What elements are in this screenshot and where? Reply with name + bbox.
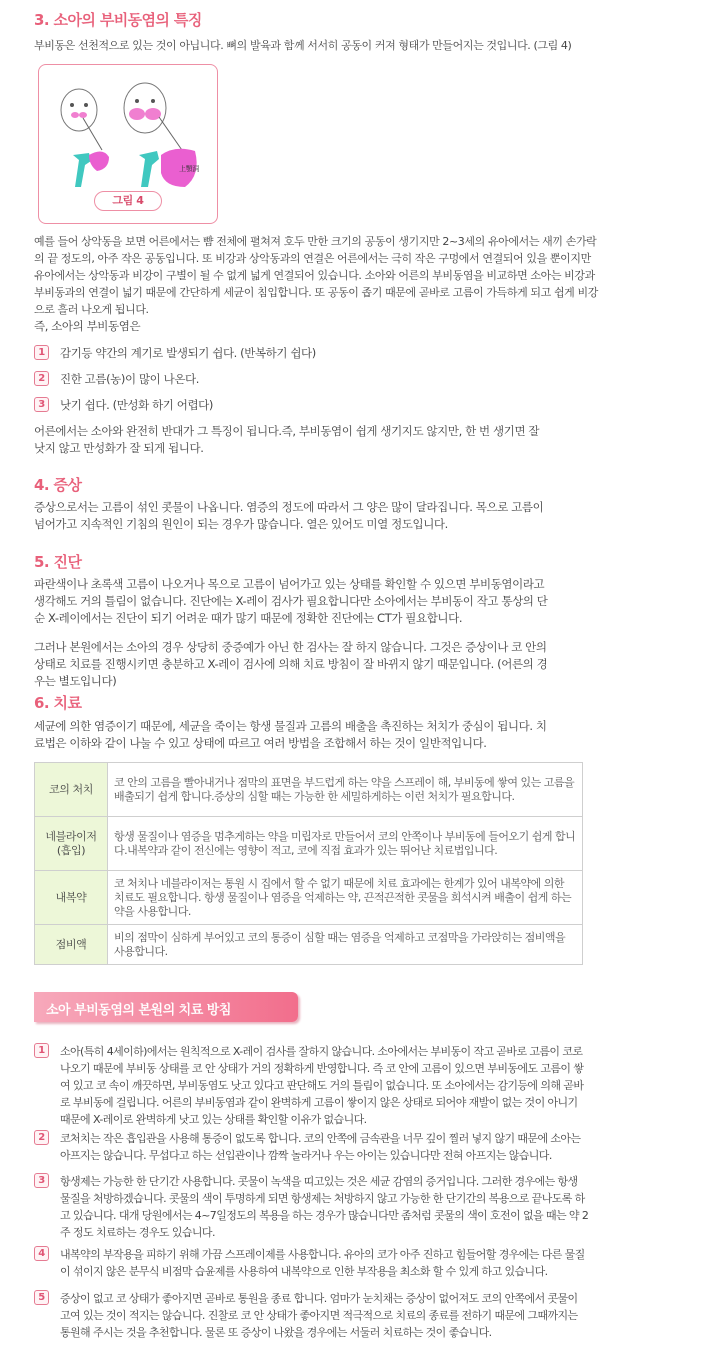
sinus-label: 上顎洞 bbox=[179, 165, 199, 173]
plan-text: 내복약의 부작용을 피하기 위해 가끔 스프레이제를 사용합니다. 유아의 코가 아주 진하고 힘들어할 경우에는 다른 물질이 섞이지 않은 분무식 비점막 습윤제를 사용하여 내복약으로 인한 부작용을 최소화 할 수 있게 하고 있습니다. bbox=[60, 1248, 585, 1278]
treatment-desc: 코 처치나 네블라이저는 통원 시 집에서 할 수 없기 때문에 치료 효과에는 한계가 있어 내복약에 의한 치료도 필요합니다. 항생 물질이나 염증을 억제하는 약, 끈적끈적한 콧물을 희석시켜 배출이 쉽게 하는 약을 사용합니다. bbox=[108, 871, 583, 925]
section4-title: 4. 증상 bbox=[34, 476, 82, 494]
figure-caption: 그림 4 bbox=[94, 191, 162, 211]
feature-text: 진한 고름(농)이 많이 나온다. bbox=[60, 372, 199, 386]
plan-item-3 bbox=[34, 1173, 589, 1239]
treatment-table bbox=[34, 762, 583, 965]
section5-para2: 그러나 본원에서는 소아의 경우 상당히 중증예가 아닌 한 검사는 잘 하지 않습니다. 그것은 증상이나 코 안의 상태로 치료를 진행시키면 충분하고 X-레이 검사에 의해 치료 방침이 잘 바뀌지 않기 때문입니다. (어른의 경우는 별도입니다) bbox=[34, 640, 548, 688]
treatment-name: 내복약 bbox=[35, 871, 108, 925]
figure-4 bbox=[38, 64, 218, 224]
feature-item-3 bbox=[34, 397, 213, 412]
treatment-desc: 비의 점막이 심하게 부어있고 코의 통증이 심할 때는 염증을 억제하고 코점막을 가라앉히는 점비액을 사용합니다. bbox=[108, 925, 583, 965]
section6-title: 6. 치료 bbox=[34, 694, 82, 712]
section5-title: 5. 진단 bbox=[34, 553, 82, 571]
feature-item-1 bbox=[34, 345, 316, 360]
treatment-desc: 코 안의 고름을 빨아내거나 점막의 표면을 부드럽게 하는 약을 스프레이 해, 부비동에 쌓여 있는 고름을 배출되기 쉽게 합니다.증상의 심할 때는 가능한 한 세밀하게하는 이런 처치가 필요합니다. bbox=[108, 763, 583, 817]
number-badge: 5 bbox=[34, 1290, 49, 1305]
section3-title: 3. 소아의 부비동염의 특징 bbox=[34, 11, 202, 29]
number-badge: 3 bbox=[34, 1173, 49, 1188]
number-badge: 1 bbox=[34, 1043, 49, 1058]
table-row bbox=[35, 925, 583, 965]
plan-text: 증상이 없고 코 상태가 좋아지면 곧바로 통원을 종료 합니다. 엄마가 눈치채는 증상이 없어져도 코의 안쪽에서 콧물이 고여 있는 것이 적지는 않습니다. 진찰로 코 안 상태가 좋아지면 적극적으로 치료의 종료를 전하기 때문에 그때까지는 통원해 주시는 것을 추천합니다. 물론 또 증상이 나왔을 경우에는 서둘러 치료하는 것이 좋습니다. bbox=[60, 1292, 578, 1339]
feature-item-2 bbox=[34, 371, 199, 386]
feature-text: 감기등 약간의 계기로 발생되기 쉽다. (반복하기 쉽다) bbox=[60, 346, 316, 360]
section6-para: 세균에 의한 염증이기 때문에, 세균을 죽이는 항생 물질과 고름의 배출을 촉진하는 처치가 중심이 됩니다. 치료법은 이하와 같이 나눌 수 있고 상태에 따르고 여러 방법을 조합해서 하는 것이 일반적입니다. bbox=[34, 719, 547, 750]
plan-text: 코처치는 작은 흡입관을 사용해 통증이 없도록 합니다. 코의 안쪽에 금속관을 너무 깊이 찔러 넣지 않기 때문에 소아는 아프지는 않습니다. 무섭다고 하는 선입관이나 깜짝 놀라거나 우는 아이는 있습니다만 전혀 아프지는 않습니다. bbox=[60, 1132, 581, 1162]
plan-item-1 bbox=[34, 1043, 584, 1126]
number-badge: 1 bbox=[34, 345, 49, 360]
plan-text: 소아(특히 4세이하)에서는 원칙적으로 X-레이 검사를 잘하지 않습니다. 소아에서는 부비동이 작고 곧바로 고름이 코로 나오기 때문에 부비동 상태를 코 안 상태가 거의 정확하게 반영합니다. 즉 코 안에 고름이 있으면 부비동에도 고름이 쌓여 있고 코 속이 깨끗하면, 부비동염도 낫고 있다고 판단해도 거의 틀림이 없습니다. 또 소아에서는 감기등에 의해 곧바로 부비동에 걸립니다. 어른의 부비동염과 같이 완벽하게 고름이 쌓이지 않은 상태로 되어야 재발이 없는 것이 아니기 때문에 X-레이로 완벽하게 낫고 있는 상태를 확인할 이유가 없습니다. bbox=[60, 1045, 584, 1126]
plan-item-5 bbox=[34, 1290, 578, 1339]
section5-para1: 파란색이나 초록색 고름이 나오거나 목으로 고름이 넘어가고 있는 상태를 확인할 수 있으면 부비동염이라고 생각해도 거의 틀림이 없습니다. 진단에는 X-레이 검사가 필요합니다만 소아에서는 부비동이 작고 통상의 단순 X-레이에서는 진단이 되기 어려운 때가 많기 때문에 정확한 진단에는 CT가 필요합니다. bbox=[34, 577, 548, 625]
table-row bbox=[35, 817, 583, 871]
treatment-plan-banner bbox=[34, 992, 298, 1022]
number-badge: 4 bbox=[34, 1246, 49, 1261]
number-badge: 3 bbox=[34, 397, 49, 412]
banner-title: 소아 부비동염의 본원의 치료 방침 bbox=[46, 1003, 231, 1018]
section4-para: 증상으로서는 고름이 섞인 콧물이 나옵니다. 염증의 정도에 따라서 그 양은 많이 달라집니다. 목으로 고름이 넘어가고 지속적인 기침의 원인이 되는 경우가 많습니다. 열은 있어도 미열 정도입니다. bbox=[34, 500, 544, 531]
sinus-illustration bbox=[39, 65, 217, 190]
child-head-drawing bbox=[61, 89, 109, 187]
treatment-desc: 항생 물질이나 염증을 멈추게하는 약을 미립자로 만들어서 코의 안쪽이나 부비동에 들어오기 쉽게 합니다.내복약과 같이 전신에는 영향이 적고, 코에 직접 효과가 있는 뛰어난 치료법입니다. bbox=[108, 817, 583, 871]
feature-text: 낫기 쉽다. (만성화 하기 어렵다) bbox=[60, 398, 213, 412]
section3-intro: 부비동은 선천적으로 있는 것이 아닙니다. 뼈의 발육과 함께 서서히 공동이 커져 형태가 만들어지는 것입니다. (그림 4) bbox=[34, 39, 572, 52]
plan-item-4 bbox=[34, 1246, 585, 1278]
number-badge: 2 bbox=[34, 1130, 49, 1145]
treatment-name: 점비액 bbox=[35, 925, 108, 965]
table-row bbox=[35, 871, 583, 925]
number-badge: 2 bbox=[34, 371, 49, 386]
section3-lead: 즉, 소아의 부비동염은 bbox=[34, 319, 141, 333]
section3-para1: 예를 들어 상악동을 보면 어른에서는 뺨 전체에 펼쳐져 호두 만한 크기의 공동이 생기지만 2~3세의 유아에서는 새끼 손가락의 끝 정도의, 아주 작은 공동입니다. 또 비강과 상악동과의 연결은 어른에서는 극히 작은 구멍에서 연결되어 있을 뿐이지만 유아에서는 상악동과 비강이 구별이 될 수 없게 넓게 연결되어 있습니다. 소아와 어른의 부비동염을 비교하면 소아는 비강과 부비동과의 연결이 넓기 때문에 간단하게 세균이 침입합니다. 또 공동이 좁기 때문에 곧바로 고름이 가득하게 되고 쉽게 비강으로 흘러 나오게 됩니다. bbox=[34, 235, 598, 316]
treatment-name: 네블라이저(흡입) bbox=[35, 817, 108, 871]
treatment-name: 코의 처치 bbox=[35, 763, 108, 817]
section3-para2: 어른에서는 소아와 완전히 반대가 그 특징이 됩니다.즉, 부비동염이 쉽게 생기지도 않지만, 한 번 생기면 잘 낫지 않고 만성화가 잘 되게 됩니다. bbox=[34, 424, 540, 455]
plan-text: 항생제는 가능한 한 단기간 사용합니다. 콧물이 녹색을 띠고있는 것은 세균 감염의 증거입니다. 그러한 경우에는 항생 물질을 처방하겠습니다. 콧물의 색이 투명하게 되면 항생제는 처방하지 않고 가능한 한 단기간의 복용으로 끝나도록 하고 있습니다. 대개 당원에서는 4~7일정도의 복용을 하는 경우가 많습니다만 좀처럼 콧물의 색이 호전이 없을 때는 약 2주 정도 치료하는 경우도 있습니다. bbox=[60, 1175, 589, 1239]
plan-item-2 bbox=[34, 1130, 581, 1162]
table-row bbox=[35, 763, 583, 817]
adult-head-drawing bbox=[124, 83, 199, 187]
